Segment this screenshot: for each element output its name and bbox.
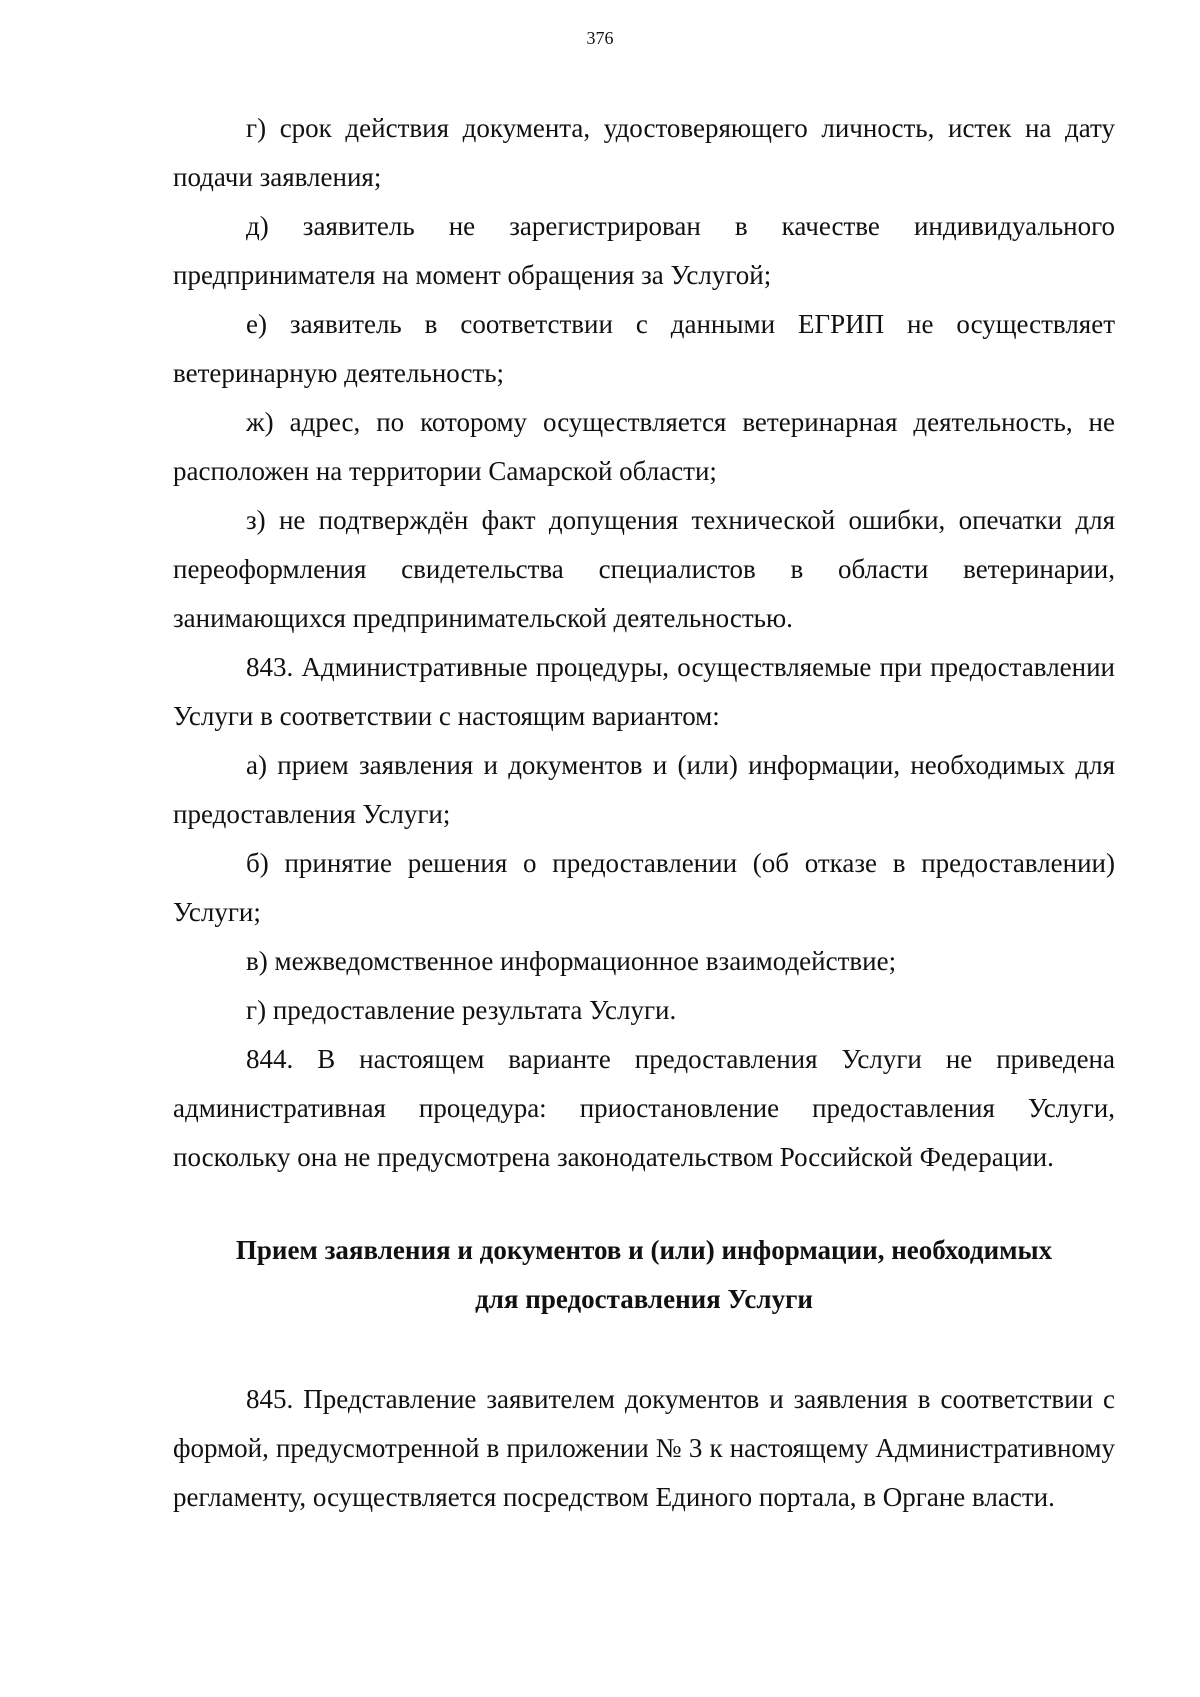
paragraph-845: 845. Представление заявителем документов и заявления в соответствии с формой, предусмотренной в приложении № 3 к настоящему Административному регламенту, осуществляется посредством Единого портала, в Органе власти. <box>173 1384 1115 1512</box>
section-heading <box>173 1226 1115 1324</box>
paragraph-item-d-not-registered: д) заявитель не зарегистрирован в качестве индивидуального предпринимателя на момент обращения за Услугой; <box>173 211 1115 290</box>
paragraph-item-zh-address: ж) адрес, по которому осуществляется ветеринарная деятельность, не расположен на территории Самарской области; <box>173 407 1115 486</box>
paragraph-844: 844. В настоящем варианте предоставления Услуги не приведена административная процедура: приостановление предоставления Услуги, поскольку она не предусмотрена законодательством Российской Федерации. <box>173 1044 1115 1172</box>
paragraph-item-b-decision: б) принятие решения о предоставлении (об отказе в предоставлении) Услуги; <box>173 848 1115 927</box>
page-number: 376 <box>586 28 614 48</box>
paragraph-item-e-egrip: е) заявитель в соответствии с данными ЕГРИП не осуществляет ветеринарную деятельность; <box>173 309 1115 388</box>
paragraph-item-v-interagency: в) межведомственное информационное взаимодействие; <box>246 946 897 976</box>
document-body <box>173 104 1115 1522</box>
paragraph-item-z-technical-error: з) не подтверждён факт допущения технической ошибки, опечатки для переоформления свидетельства специалистов в области ветеринарии, занимающихся предпринимательской деятельностью. <box>173 505 1115 633</box>
section-heading-line-2: для предоставления Услуги <box>475 1284 813 1314</box>
section-heading-line-1: Прием заявления и документов и (или) информации, необходимых <box>235 1235 1053 1265</box>
paragraph-item-g-result: г) предоставление результата Услуги. <box>246 995 677 1025</box>
paragraph-item-g-expired-id: г) срок действия документа, удостоверяющего личность, истек на дату подачи заявления; <box>173 113 1115 192</box>
paragraph-843: 843. Административные процедуры, осуществляемые при предоставлении Услуги в соответствии с настоящим вариантом: <box>173 652 1115 731</box>
paragraph-item-a-reception: а) прием заявления и документов и (или) информации, необходимых для предоставления Услуги; <box>173 750 1115 829</box>
